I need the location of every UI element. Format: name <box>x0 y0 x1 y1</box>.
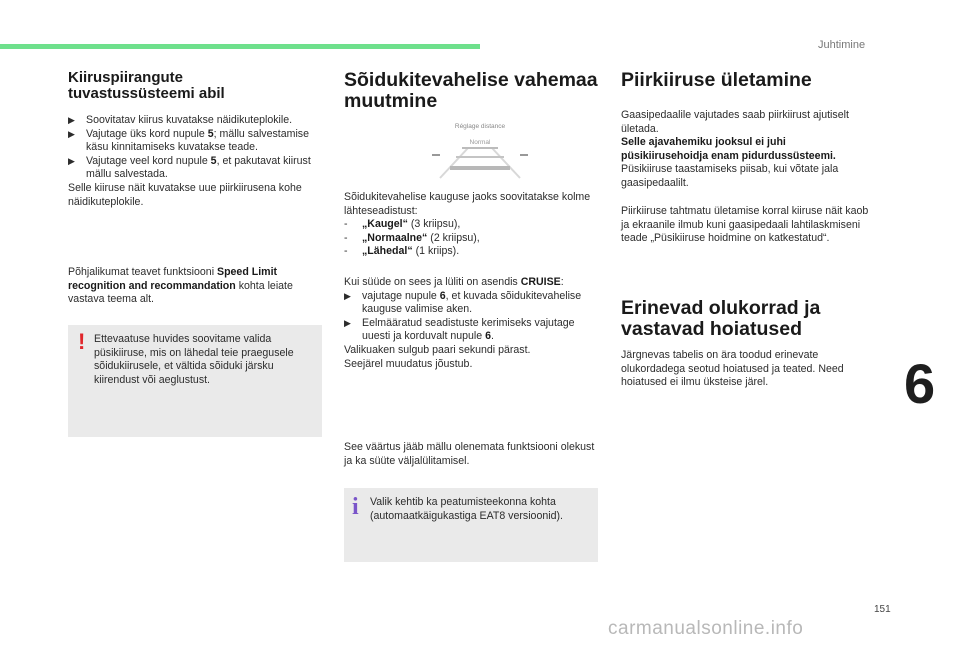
warning-box <box>68 325 322 437</box>
paragraph: Selle kiiruse näit kuvatakse uue piirkiirusena kohe näidikuteplokile. <box>68 181 302 208</box>
display-title: Réglage distance <box>454 123 506 130</box>
bullet-icon: ▶ <box>344 290 351 301</box>
col1-body <box>68 114 326 209</box>
warning-icon: ! <box>78 329 86 354</box>
list-item: ▶ Vajutage veel kord nupule 5, et pakutavat kiirust mällu salvestada. <box>68 154 311 181</box>
list-item: ▶ Soovitatav kiirus kuvatakse näidikuteplokile. <box>68 114 293 126</box>
warning-text: Ettevaatuse huvides soovitame valida püsikiiruse, mis on lähedal teie praegusele sõidukiirusele, et vältida sõiduki järsku kiirendust või aeglustust. <box>94 333 294 386</box>
list-item: - „Normaalne“ (2 kriipsu), <box>344 231 480 244</box>
col1-title: Kiiruspiirangute tuvastussüsteemi abil <box>68 69 225 103</box>
col1-paragraph-2: Põhjalikumat teavet funktsiooni Speed Limit recognition and recommandation kohta leiate vastava teema alt. <box>68 266 293 306</box>
col2-paragraph-4: See väärtus jääb mällu olenemata funktsiooni olekust ja ka süüte väljalülitamisel. <box>344 441 595 467</box>
info-box <box>344 488 598 562</box>
col3-body-1: Gaasipedaalile vajutades saab piirkiirust ajutiselt ületada. Selle ajavahemiku jooksul ei juhi püsikiirusehoidja enam pidurdussüsteemi. Püsikiiruse taastamiseks piisab, kui võtate jala gaasipedaalilt. <box>621 109 849 189</box>
bullet-icon: ▶ <box>68 155 75 166</box>
chapter-tab: 6 <box>904 344 960 424</box>
list-item: ▶ Vajutage üks kord nupule 5; mällu salvestamise käsu kinnitamiseks kuvatakse teade. <box>68 127 309 154</box>
col2-title: Sõidukitevahelise vahemaa muutmine <box>344 69 598 113</box>
list-item: - „Kaugel“ (3 kriipsu), <box>344 218 461 231</box>
list-item: ▶ vajutage nupule 6, et kuvada sõidukitevahelise kauguse valimise aken. <box>344 289 582 316</box>
distance-setting-display <box>420 118 540 180</box>
col3-title-2: Erinevad olukorrad ja vastavad hoiatused <box>621 297 821 341</box>
list-item: - „Lähedal“ (1 kriips). <box>344 245 460 258</box>
col3-title-1: Piirkiiruse ületamine <box>621 69 812 91</box>
page-number: 151 <box>874 604 891 615</box>
bullet-icon: ▶ <box>344 317 351 328</box>
bullet-icon: ▶ <box>68 115 75 125</box>
info-icon: i <box>352 494 359 520</box>
col2-body-2: Kui süüde on sees ja lüliti on asendis CRUISE: ▶ vajutage nupule 6, et kuvada sõidukitevahelise kauguse valimise aken. ▶ Eelmääratud seadistuste kerimiseks vajutage uuesti ja korduvalt nupule 6. Valikuaken sulgub paari sekundi pärast. Seejärel muudatus jõustub. <box>344 276 598 371</box>
col2-body: Sõidukitevahelise kauguse jaoks soovitatakse kolme lähteseadistust: - „Kaugel“ (3 kriipsu), - „Normaalne“ (2 kriipsu), - „Lähedal“ (1 kriips). <box>344 191 598 259</box>
list-item: ▶ Eelmääratud seadistuste kerimiseks vajutage uuesti ja korduvalt nupule 6. <box>344 316 575 343</box>
col3-body-3: Järgnevas tabelis on ära toodud erinevate olukordadega seotud hoiatused ja teated. Need hoiatused ei ilmu üksteise järel. <box>621 349 844 389</box>
col3-body-2: Piirkiiruse tahtmatu ületamise korral kiiruse näit kaob ja ekraanile ilmub kuni gaasipedaali lahtilaskmiseni teade „Püsikiiruse hoidmine on katkestatud“. <box>621 205 869 245</box>
section-header: Juhtimine <box>818 39 866 51</box>
display-label: Normal <box>469 139 491 146</box>
watermark: carmanualsonline.info <box>608 618 804 639</box>
bullet-icon: ▶ <box>68 128 75 139</box>
info-text: Valik kehtib ka peatumisteekonna kohta (automaatkäigukastiga EAT8 versioonid). <box>370 496 563 522</box>
accent-bar <box>0 44 480 49</box>
